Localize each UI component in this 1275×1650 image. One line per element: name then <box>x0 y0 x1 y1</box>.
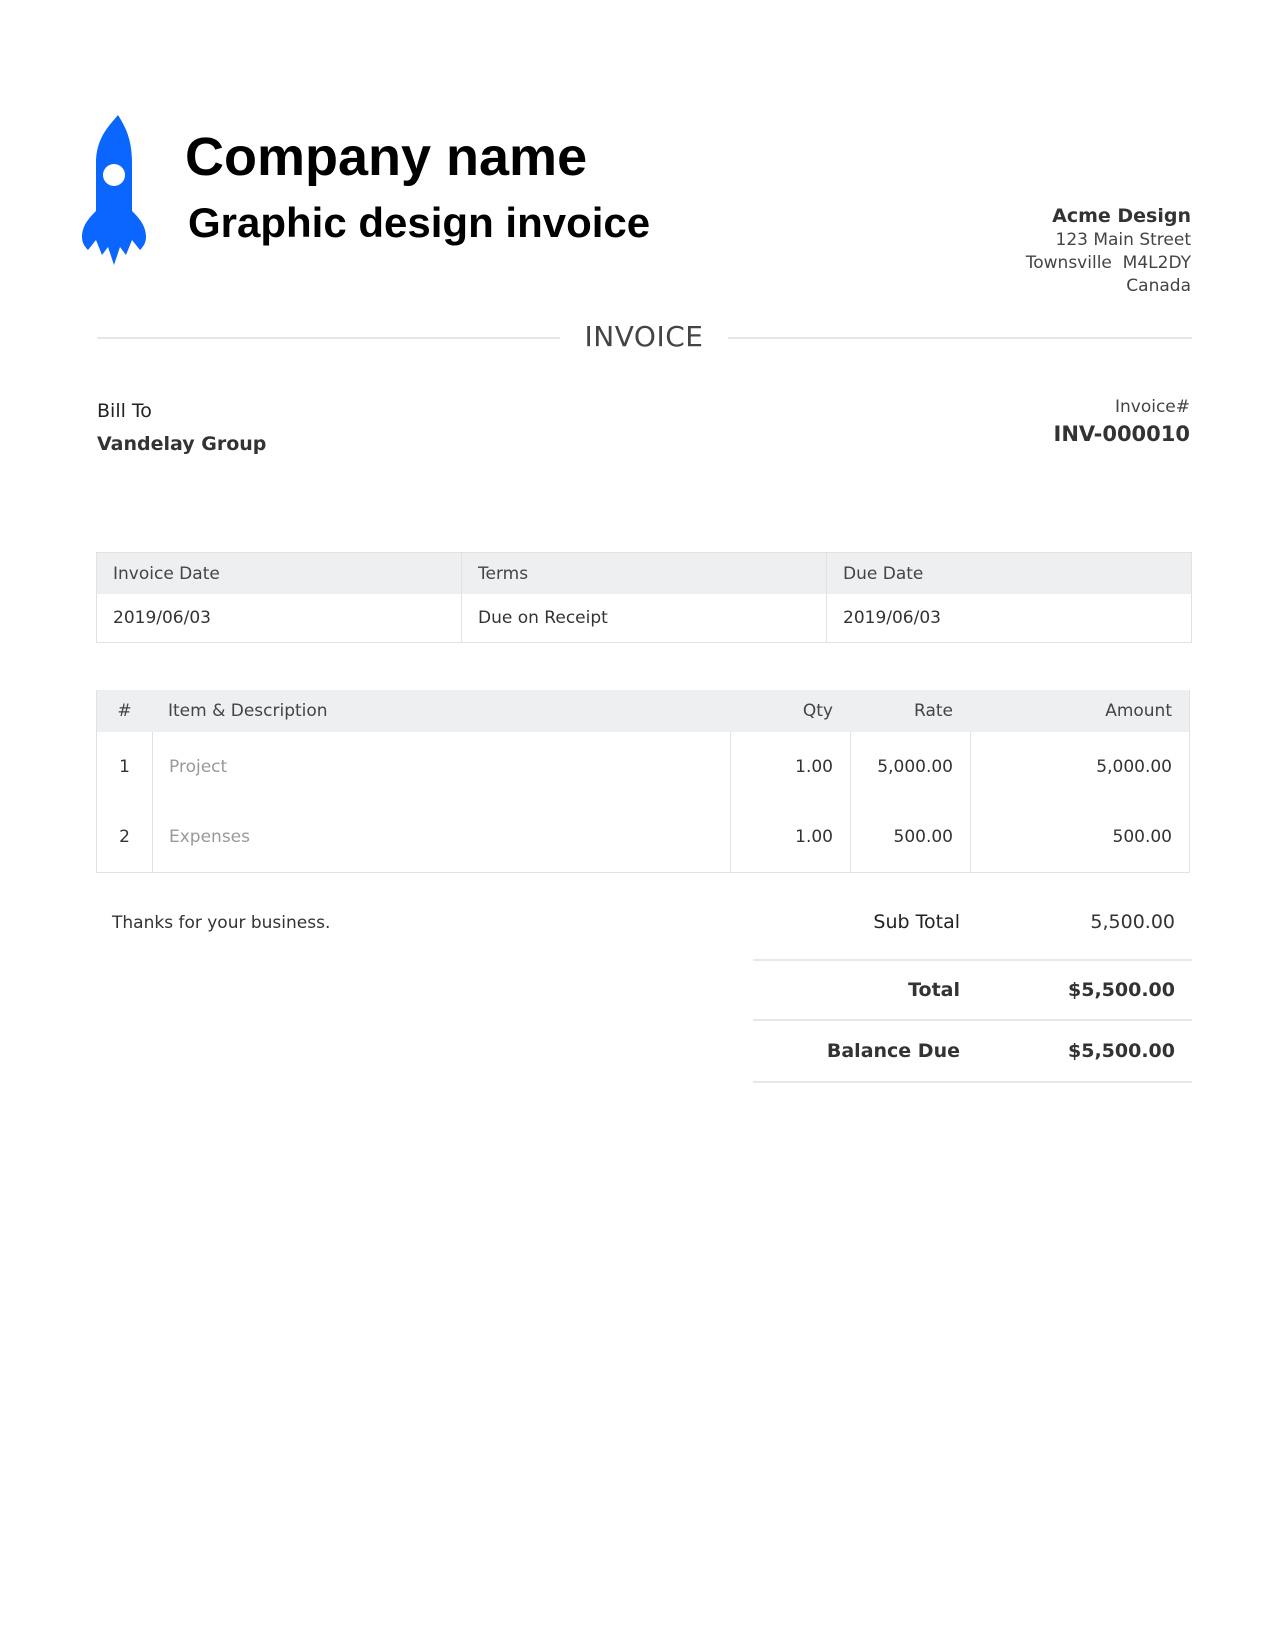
balance-due-value: $5,500.00 <box>1068 1040 1175 1062</box>
totals-section <box>753 911 1192 1083</box>
organization-name: Acme Design <box>1052 205 1191 227</box>
organization-country: Canada <box>1126 276 1191 296</box>
organization-city: Townsville M4L2DY <box>1025 253 1191 273</box>
organization-street: 123 Main Street <box>1055 230 1191 250</box>
table-row <box>97 802 1189 872</box>
item-rate-header: Rate <box>914 701 953 721</box>
item-number-header: # <box>117 701 132 721</box>
due-date-header: Due Date <box>826 553 1191 594</box>
sub-total-row <box>753 911 1192 961</box>
item-number: 2 <box>119 827 130 847</box>
item-rate: 5,000.00 <box>850 732 970 802</box>
item-rate: 500.00 <box>850 802 970 872</box>
item-number: 1 <box>119 757 130 777</box>
invoice-number-value: INV-000010 <box>1053 422 1190 446</box>
items-header-row <box>97 690 1189 732</box>
rocket-logo-icon <box>82 115 162 265</box>
table-row <box>97 732 1189 802</box>
divider-right <box>728 337 1192 339</box>
sub-total-label: Sub Total <box>873 911 960 933</box>
notes-text: Thanks for your business. <box>112 913 331 933</box>
invoice-heading: INVOICE <box>584 320 704 353</box>
invoice-date-header: Invoice Date <box>113 563 220 584</box>
item-amount: 500.00 <box>970 802 1189 872</box>
item-qty: 1.00 <box>730 732 850 802</box>
item-qty-header: Qty <box>802 701 833 721</box>
item-description: Expenses <box>152 802 730 872</box>
item-qty: 1.00 <box>730 802 850 872</box>
line-items-table <box>96 690 1190 873</box>
balance-due-label: Balance Due <box>826 1040 960 1062</box>
invoice-date-value: 2019/06/03 <box>113 608 211 628</box>
balance-due-row <box>753 1021 1192 1083</box>
invoice-dates-table <box>96 552 1192 643</box>
item-description-header: Item & Description <box>168 701 328 721</box>
item-amount: 5,000.00 <box>970 732 1189 802</box>
due-date-value: 2019/06/03 <box>826 594 1191 642</box>
bill-to-name: Vandelay Group <box>97 433 267 455</box>
item-description: Project <box>152 732 730 802</box>
company-name: Company name <box>185 127 588 187</box>
organization-address <box>1026 203 1191 298</box>
invoice-number-label: Invoice# <box>1114 397 1190 417</box>
divider-left <box>97 337 560 339</box>
sub-total-value: 5,500.00 <box>1090 911 1175 933</box>
total-value: $5,500.00 <box>1068 979 1175 1001</box>
total-row <box>753 961 1192 1021</box>
terms-value: Due on Receipt <box>461 594 826 642</box>
dates-header-row <box>97 553 1191 594</box>
total-label: Total <box>908 979 960 1001</box>
item-amount-header: Amount <box>1105 701 1172 721</box>
document-subtitle: Graphic design invoice <box>188 199 651 246</box>
dates-value-row <box>97 594 1191 642</box>
bill-to-label: Bill To <box>97 400 152 422</box>
terms-header: Terms <box>461 553 826 594</box>
